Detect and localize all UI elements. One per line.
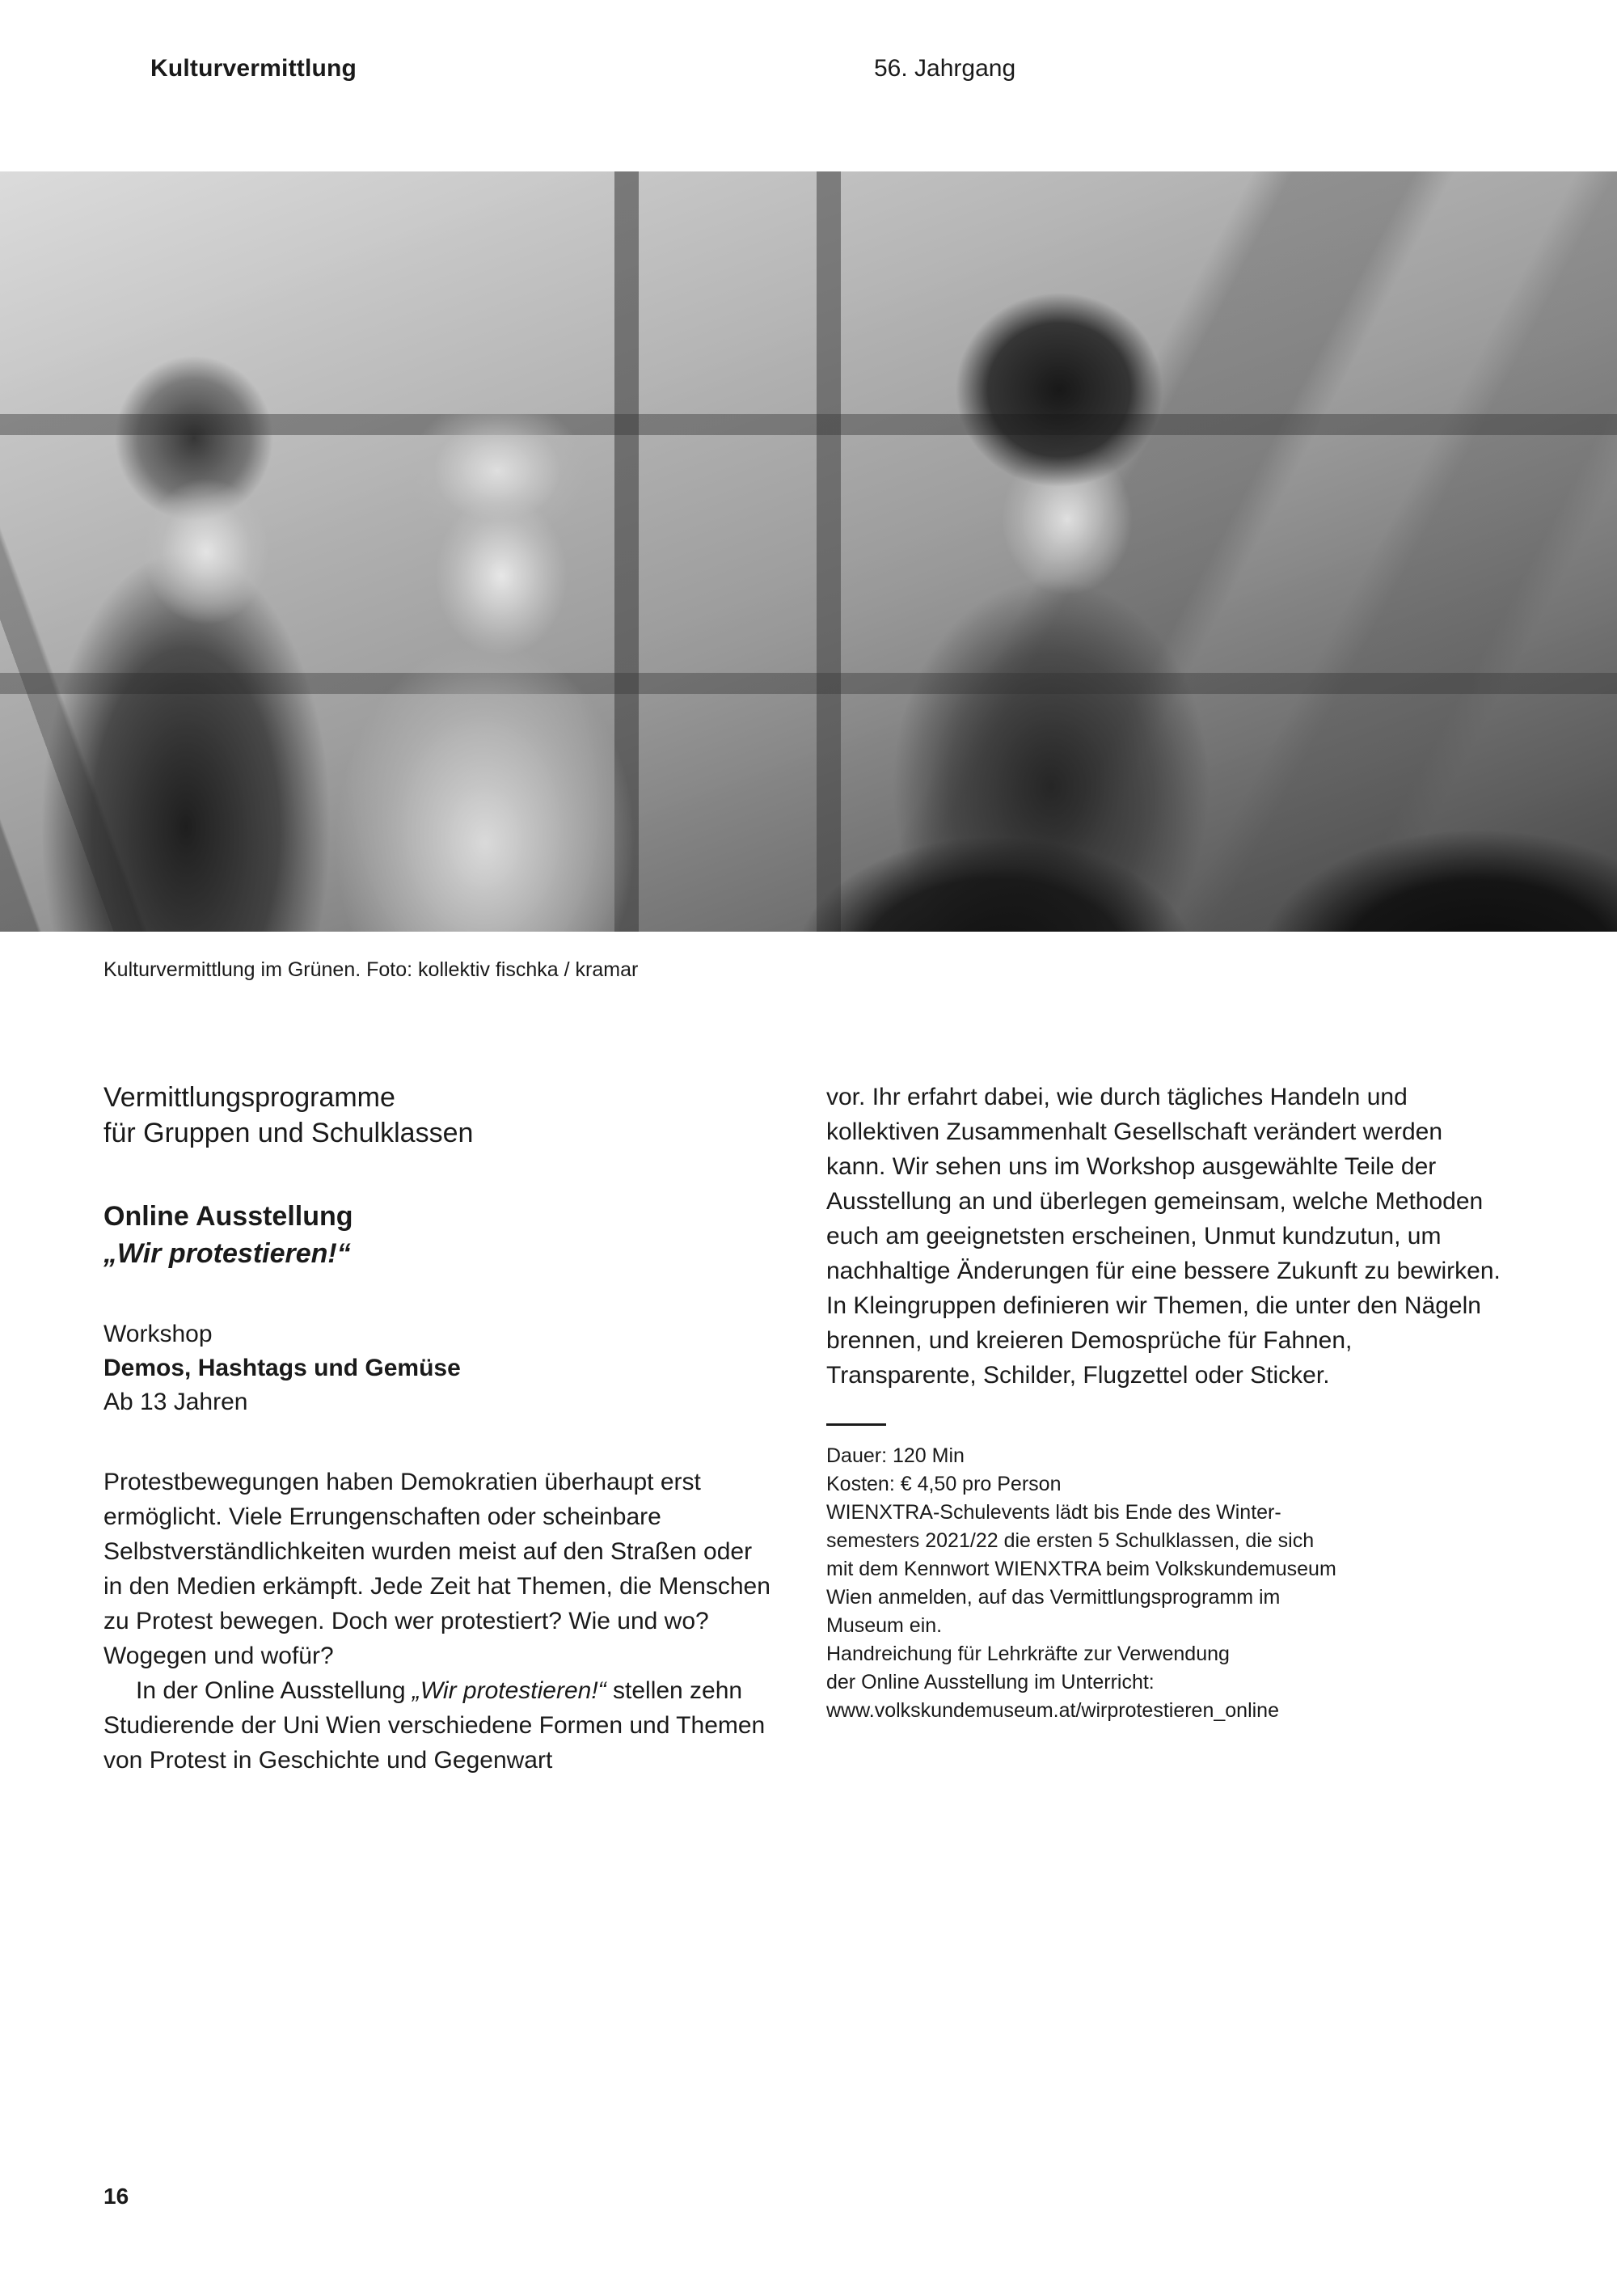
exhibition-title-italic: „Wir protestieren!“ <box>412 1677 606 1704</box>
body-paragraph-2-part2: stellen zehn Studierende der Uni Wien verschiedene Formen und Themen von Protest in Geschichte und Gegenwart <box>103 1677 766 1774</box>
article-heading-line2: „Wir protestieren!“ <box>103 1238 351 1269</box>
body-paragraph-2 <box>103 1673 775 1778</box>
page-number: 16 <box>103 2184 129 2209</box>
left-body-text <box>103 1465 775 1778</box>
running-head-publication: Kulturvermittlung <box>150 55 357 82</box>
detail-line: Dauer: 120 Min <box>826 1444 965 1467</box>
detail-url[interactable]: www.volkskundemuseum.at/wirprotestieren_online <box>826 1699 1279 1722</box>
detail-line: WIENXTRA-Schulevents lädt bis Ende des Winter- <box>826 1501 1281 1524</box>
section-divider-rule <box>826 1423 886 1426</box>
body-paragraph-continued: vor. Ihr erfahrt dabei, wie durch tägliches Handeln und kollektiven Zusammenhalt Gesellschaft verändert werden kann. Wir sehen uns im Workshop ausgewählte Teile der Ausstellung an und überlegen gemeinsam, welche Methoden euch am geeignetsten erscheinen, Unmut kundzutun, um nachhaltige Änderungen für eine bessere Zukunft zu bewirken. In Kleingruppen definieren wir Themen, die unter den Nägeln brennen, und kreieren Demosprüche für Fahnen, Transparente, Schilder, Flugzettel oder Sticker. <box>826 1084 1501 1389</box>
photo-caption: Kulturvermittlung im Grünen. Foto: kollektiv fischka / kramar <box>103 958 639 981</box>
left-column <box>103 1080 775 1778</box>
running-head-volume: 56. Jahrgang <box>874 55 1016 82</box>
detail-line: der Online Ausstellung im Unterricht: <box>826 1671 1155 1693</box>
photo-figure <box>0 171 1617 932</box>
workshop-age-label: Ab 13 Jahren <box>103 1389 248 1415</box>
workshop-meta <box>103 1317 775 1419</box>
article-heading-line1: Online Ausstellung <box>103 1201 353 1232</box>
documentary-photo-workshop-participants <box>0 171 1617 932</box>
body-paragraph-1: Protestbewegungen haben Demokratien überhaupt erst ermöglicht. Viele Errungenschaften oder scheinbare Selbstverständlichkeiten wurden meist auf den Straßen oder in den Medien erkämpft. Jede Zeit hat Themen, die Menschen zu Protest bewegen. Doch wer protestiert? Wie und wo? Wogegen und wofür? <box>103 1469 771 1669</box>
detail-line: Wien anmelden, auf das Vermittlungsprogramm im <box>826 1586 1281 1609</box>
workshop-title: Demos, Hashtags und Gemüse <box>103 1355 461 1381</box>
section-lede <box>103 1080 775 1151</box>
detail-line: Handreichung für Lehrkräfte zur Verwendung <box>826 1643 1230 1665</box>
section-lede-line1: Vermittlungsprogramme <box>103 1082 395 1113</box>
running-head <box>150 50 1467 87</box>
right-column <box>826 1080 1505 1725</box>
section-lede-line2: für Gruppen und Schulklassen <box>103 1118 474 1148</box>
right-body-text <box>826 1080 1505 1393</box>
detail-line: mit dem Kennwort WIENXTRA beim Volkskundemuseum <box>826 1558 1336 1580</box>
article-heading <box>103 1198 775 1272</box>
detail-line: Museum ein. <box>826 1614 943 1637</box>
detail-line: semesters 2021/22 die ersten 5 Schulklassen, die sich <box>826 1529 1315 1552</box>
detail-line: Kosten: € 4,50 pro Person <box>826 1473 1062 1495</box>
body-paragraph-2-part1: In der Online Ausstellung <box>136 1677 412 1704</box>
workshop-details <box>826 1442 1505 1725</box>
workshop-format-label: Workshop <box>103 1321 213 1347</box>
